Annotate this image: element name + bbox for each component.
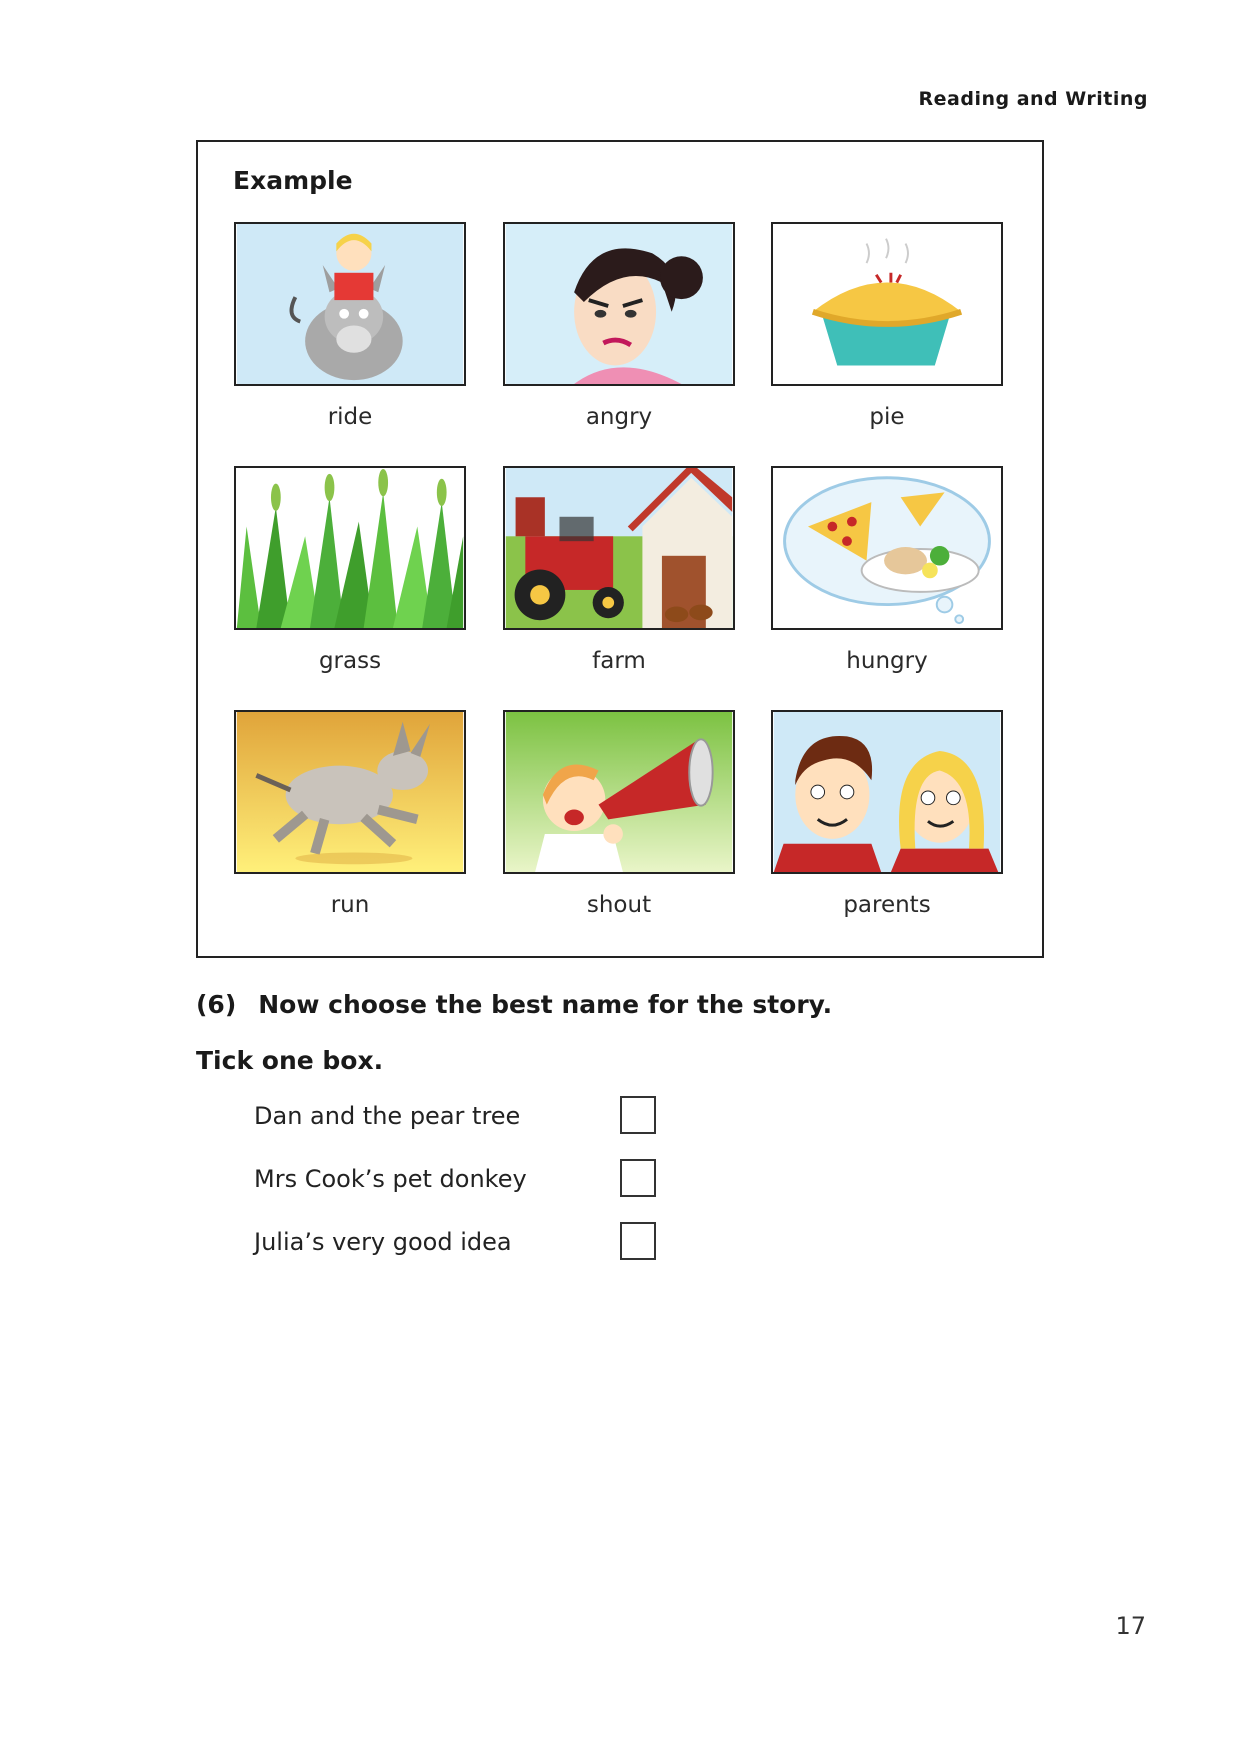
grass-icon <box>236 468 464 628</box>
example-title: Example <box>233 166 353 195</box>
instruction-text: Tick one box. <box>196 1046 384 1075</box>
pie-picture <box>771 222 1003 386</box>
food-thought-bubble-icon <box>773 468 1001 628</box>
ride-picture <box>234 222 466 386</box>
tick-box-option-1[interactable] <box>620 1096 656 1134</box>
example-box <box>196 140 1044 958</box>
hungry-picture <box>771 466 1003 630</box>
word-run: run <box>330 892 370 918</box>
option-label: Mrs Cook’s pet donkey <box>254 1165 527 1193</box>
tick-box-option-2[interactable] <box>620 1159 656 1197</box>
running-donkey-icon <box>236 712 464 872</box>
question-text: Now choose the best name for the story. <box>258 990 833 1019</box>
parents-picture <box>771 710 1003 874</box>
angry-picture <box>503 222 735 386</box>
boy-and-girl-icon <box>773 712 1001 872</box>
question-heading <box>196 990 832 1019</box>
word-ride: ride <box>327 404 373 430</box>
tick-box-option-3[interactable] <box>620 1222 656 1260</box>
grass-picture <box>234 466 466 630</box>
question-number: (6) <box>196 990 237 1019</box>
run-picture <box>234 710 466 874</box>
section-header: Reading and Writing <box>918 88 1148 110</box>
page-number: 17 <box>1115 1612 1146 1640</box>
option-label: Dan and the pear tree <box>254 1102 521 1130</box>
girl-with-megaphone-icon <box>505 712 733 872</box>
word-pie: pie <box>869 404 905 430</box>
pie-icon <box>773 224 1001 384</box>
option-label: Julia’s very good idea <box>254 1228 512 1256</box>
shout-picture <box>503 710 735 874</box>
girl-riding-donkey-icon <box>236 224 464 384</box>
farm-with-tractor-icon <box>505 468 733 628</box>
word-shout: shout <box>586 892 652 918</box>
word-hungry: hungry <box>846 648 928 674</box>
farm-picture <box>503 466 735 630</box>
word-farm: farm <box>592 648 646 674</box>
word-angry: angry <box>585 404 653 430</box>
angry-woman-icon <box>505 224 733 384</box>
word-parents: parents <box>843 892 931 918</box>
word-grass: grass <box>318 648 382 674</box>
